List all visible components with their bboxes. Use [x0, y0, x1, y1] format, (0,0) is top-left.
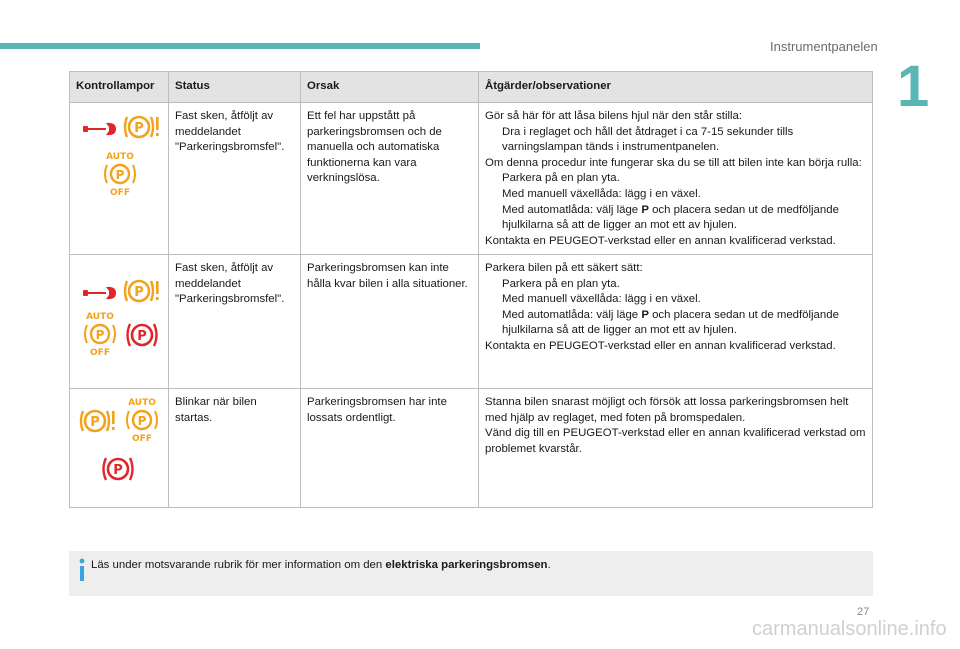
auto-parking-off-icon — [122, 395, 162, 443]
cause-cell: Parkeringsbromsen har inte lossats ordentligt. — [301, 389, 479, 508]
info-icon — [77, 558, 87, 582]
action-bullet: Parkera på en plan yta. — [502, 172, 620, 185]
table-row — [70, 389, 873, 508]
page-number: 27 — [857, 606, 870, 618]
action-text: Stanna bilen snarast möjligt och försök att lossa parkeringsbromsen helt med hjälp av reglaget, med foten på bromspedalen. — [485, 396, 849, 424]
section-title: Instrumentpanelen — [770, 39, 878, 54]
actions-cell — [479, 103, 873, 255]
svg-text:P: P — [134, 121, 144, 136]
wrench-icon — [82, 119, 118, 139]
action-bullet: Med automatlåda: välj läge P och placera sedan ut de medföljande hjulkilarna så att de ligger an mot ett av hjulen. — [502, 308, 839, 337]
parking-brake-fault-icon — [78, 405, 116, 437]
info-box — [69, 551, 873, 596]
svg-text:P: P — [137, 329, 147, 344]
action-text: Kontakta en PEUGEOT-verkstad eller en annan kvalificerad verkstad. — [485, 234, 836, 247]
column-header-cause: Orsak — [301, 72, 479, 103]
parking-brake-fault-icon — [122, 111, 160, 143]
status-cell: Fast sken, åtföljt av meddelandet "Parkeringsbromsfel". — [169, 103, 301, 255]
chapter-number: 1 — [897, 54, 930, 119]
svg-text:P: P — [90, 415, 100, 430]
svg-text:P: P — [95, 328, 105, 342]
action-text: Gör så här för att låsa bilens hjul när den står stilla: — [485, 110, 743, 122]
action-text: Parkera bilen på ett säkert sätt: — [485, 262, 643, 274]
actions-cell — [479, 389, 873, 508]
action-text: Om denna procedur inte fungerar ska du se till att bilen inte kan börja rulla: — [485, 156, 862, 169]
svg-text:AUTO: AUTO — [86, 312, 114, 322]
info-text: Läs under motsvarande rubrik för mer information om den elektriska parkeringsbromsen. — [91, 559, 551, 571]
action-bullet: Med manuell växellåda: lägg i en växel. — [502, 293, 701, 306]
actions-cell — [479, 255, 873, 389]
parking-brake-red-icon — [100, 453, 136, 485]
svg-text:OFF: OFF — [110, 188, 130, 197]
table-header-row — [70, 72, 873, 103]
warning-lamps-table — [69, 71, 873, 508]
lamps-cell — [70, 103, 169, 255]
action-text: Kontakta en PEUGEOT-verkstad eller en annan kvalificerad verkstad. — [485, 339, 836, 352]
svg-text:P: P — [134, 285, 144, 300]
svg-text:P: P — [137, 414, 147, 428]
svg-text:P: P — [115, 168, 125, 182]
table-row — [70, 255, 873, 389]
svg-text:AUTO: AUTO — [128, 398, 156, 408]
lamps-cell — [70, 255, 169, 389]
svg-text:OFF: OFF — [132, 434, 152, 443]
svg-text:AUTO: AUTO — [106, 152, 134, 162]
wrench-icon — [82, 283, 118, 303]
action-bullet: Med automatlåda: välj läge P och placera sedan ut de medföljande hjulkilarna så att de ligger an mot ett av hjulen. — [502, 203, 839, 232]
lamps-cell — [70, 389, 169, 508]
action-bullet: Med manuell växellåda: lägg i en växel. — [502, 187, 701, 200]
action-bullet: Dra i reglaget och håll det åtdraget i ca 7-15 sekunder tills varningslampan tänds i instrumentpanelen. — [502, 125, 794, 154]
status-cell: Fast sken, åtföljt av meddelandet "Parkeringsbromsfel". — [169, 255, 301, 389]
action-text: Vänd dig till en PEUGEOT-verkstad eller en annan kvalificerad verkstad om problemet kvarstår. — [485, 427, 866, 455]
svg-text:OFF: OFF — [90, 348, 110, 357]
footer-watermark: carmanualsonline.info — [752, 618, 947, 640]
action-bullet: Parkera på en plan yta. — [502, 277, 620, 290]
parking-brake-fault-icon — [122, 275, 160, 307]
status-cell: Blinkar när bilen startas. — [169, 389, 301, 508]
column-header-lamps: Kontrollampor — [70, 72, 169, 103]
cause-cell: Parkeringsbromsen kan inte hålla kvar bilen i alla situationer. — [301, 255, 479, 389]
cause-cell: Ett fel har uppstått på parkeringsbromsen och de manuella och automatiska funktionerna kan vara verkningslösa. — [301, 103, 479, 255]
header-accent-bar — [0, 43, 480, 49]
column-header-actions: Åtgärder/observationer — [479, 72, 873, 103]
column-header-status: Status — [169, 72, 301, 103]
svg-text:P: P — [113, 463, 123, 478]
parking-brake-red-icon — [124, 319, 160, 351]
auto-parking-off-icon — [100, 149, 140, 197]
auto-parking-off-icon — [80, 309, 120, 357]
table-row — [70, 103, 873, 255]
